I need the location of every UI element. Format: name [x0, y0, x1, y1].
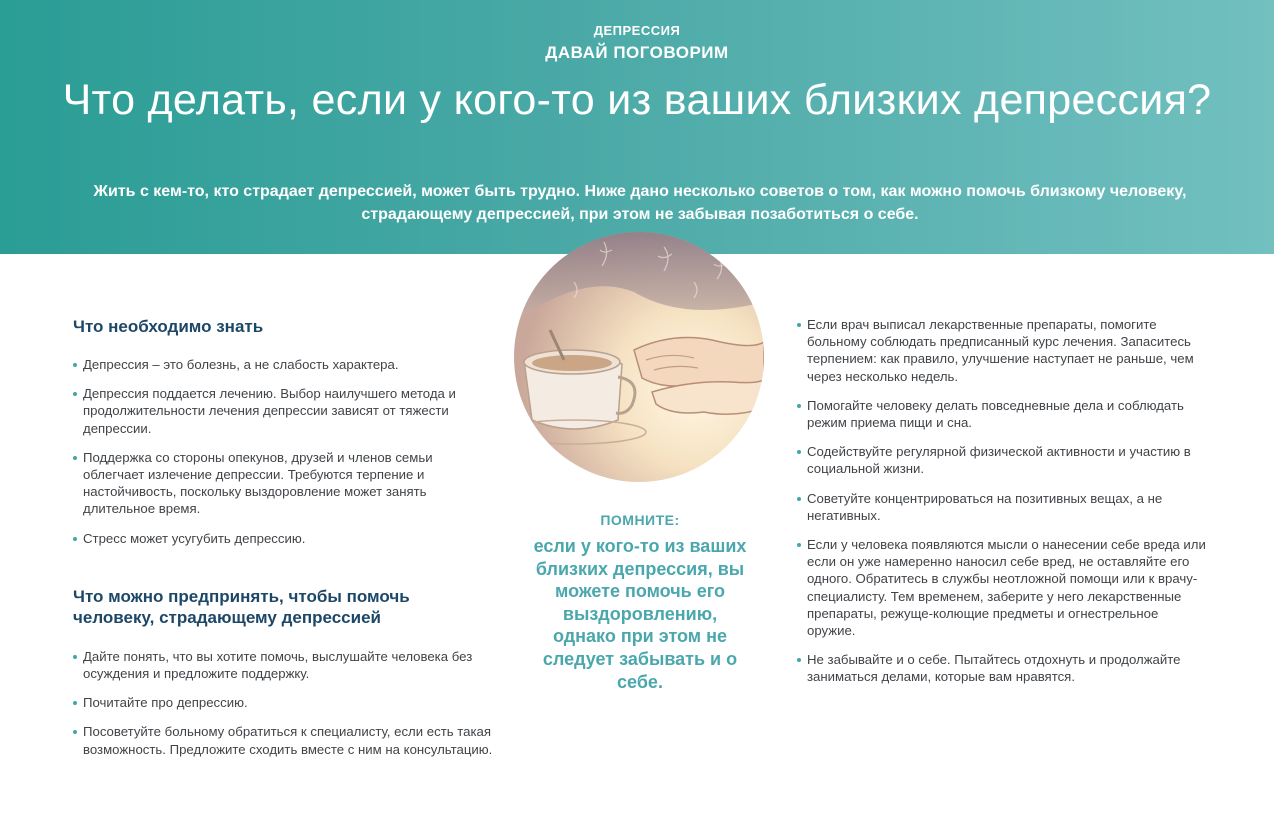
- list-item: Содействуйте регулярной физической активности и участию в социальной жизни.: [797, 443, 1207, 477]
- list-item: Посоветуйте больному обратиться к специалисту, если есть такая возможность. Предложите сходить вместе с ним на консультацию.: [73, 723, 493, 757]
- bullet-icon: [797, 450, 801, 454]
- bullet-icon: [73, 701, 77, 705]
- bullet-icon: [73, 363, 77, 367]
- bullet-icon: [797, 497, 801, 501]
- list-item: Если врач выписал лекарственные препараты, помогите больному соблюдать предписанный курс лечения. Запаситесь терпением: как правило, улучшение наступает не раньше, чем через несколько недель.: [797, 316, 1207, 385]
- bullet-icon: [73, 456, 77, 460]
- header-banner: [0, 0, 1274, 254]
- list-item: Стресс может усугубить депрессию.: [73, 530, 493, 547]
- list-item: Депрессия – это болезнь, а не слабость характера.: [73, 356, 493, 373]
- bullet-icon: [73, 730, 77, 734]
- list-more-tips: [797, 316, 1207, 686]
- bullet-icon: [73, 537, 77, 541]
- list-item: Почитайте про депрессию.: [73, 694, 493, 711]
- kicker-category: ДЕПРЕССИЯ: [593, 23, 681, 38]
- kicker-series: ДАВАЙ ПОГОВОРИМ: [545, 43, 729, 62]
- remember-label: ПОМНИТЕ:: [600, 512, 680, 528]
- bullet-icon: [73, 392, 77, 396]
- list-what-to-know: [73, 356, 493, 547]
- remember-callout: если у кого-то из ваших близких депрессия, вы можете помочь его выздоровлению, однако при этом не следует забывать и о себе.: [533, 536, 747, 692]
- list-item: Помогайте человеку делать повседневные дела и соблюдать режим приема пищи и сна.: [797, 397, 1207, 431]
- bullet-icon: [797, 404, 801, 408]
- list-item: Поддержка со стороны опекунов, друзей и членов семьи облегчает излечение депрессии. Требуются терпение и настойчивость, поскольку выздоровление может занять длительное время.: [73, 449, 493, 518]
- list-item: Не забывайте и о себе. Пытайтесь отдохнуть и продолжайте заниматься делами, которые вам нравятся.: [797, 651, 1207, 685]
- page-title: Что делать, если у кого-то из ваших близких депрессия?: [62, 76, 1212, 124]
- list-item: Если у человека появляются мысли о нанесении себе вреда или если он уже намеренно наносил себе вред, не оставляйте его одного. Обратитесь в службы неотложной помощи или к врачу-специалисту. Тем временем, заберите у него лекарственные препараты, режуще-колющие предметы и огнестрельное оружие.: [797, 536, 1207, 639]
- bullet-icon: [797, 658, 801, 662]
- section-title-what-to-know: Что необходимо знать: [73, 317, 264, 336]
- list-how-to-help: [73, 648, 493, 758]
- section-title-how-to-help: Что можно предпринять, чтобы помочь человеку, страдающему депрессией: [73, 586, 410, 627]
- left-column: [73, 316, 493, 758]
- list-item: Дайте понять, что вы хотите помочь, выслушайте человека без осуждения и предложите поддержку.: [73, 648, 493, 682]
- right-column: [797, 316, 1207, 686]
- bullet-icon: [797, 543, 801, 547]
- bullet-icon: [797, 323, 801, 327]
- bullet-icon: [73, 655, 77, 659]
- illustration-art: [514, 232, 764, 482]
- list-item: Депрессия поддается лечению. Выбор наилучшего метода и продолжительности лечения депрессии зависят от тяжести депрессии.: [73, 385, 493, 437]
- intro-text: Жить с кем-то, кто страдает депрессией, может быть трудно. Ниже дано несколько советов о том, как можно помочь близкому человеку, страдающему депрессией, при этом не забывая позаботиться о себе.: [93, 183, 1187, 223]
- list-item: Советуйте концентрироваться на позитивных вещах, а не негативных.: [797, 490, 1207, 524]
- illustration-hands-teacup: [514, 232, 764, 482]
